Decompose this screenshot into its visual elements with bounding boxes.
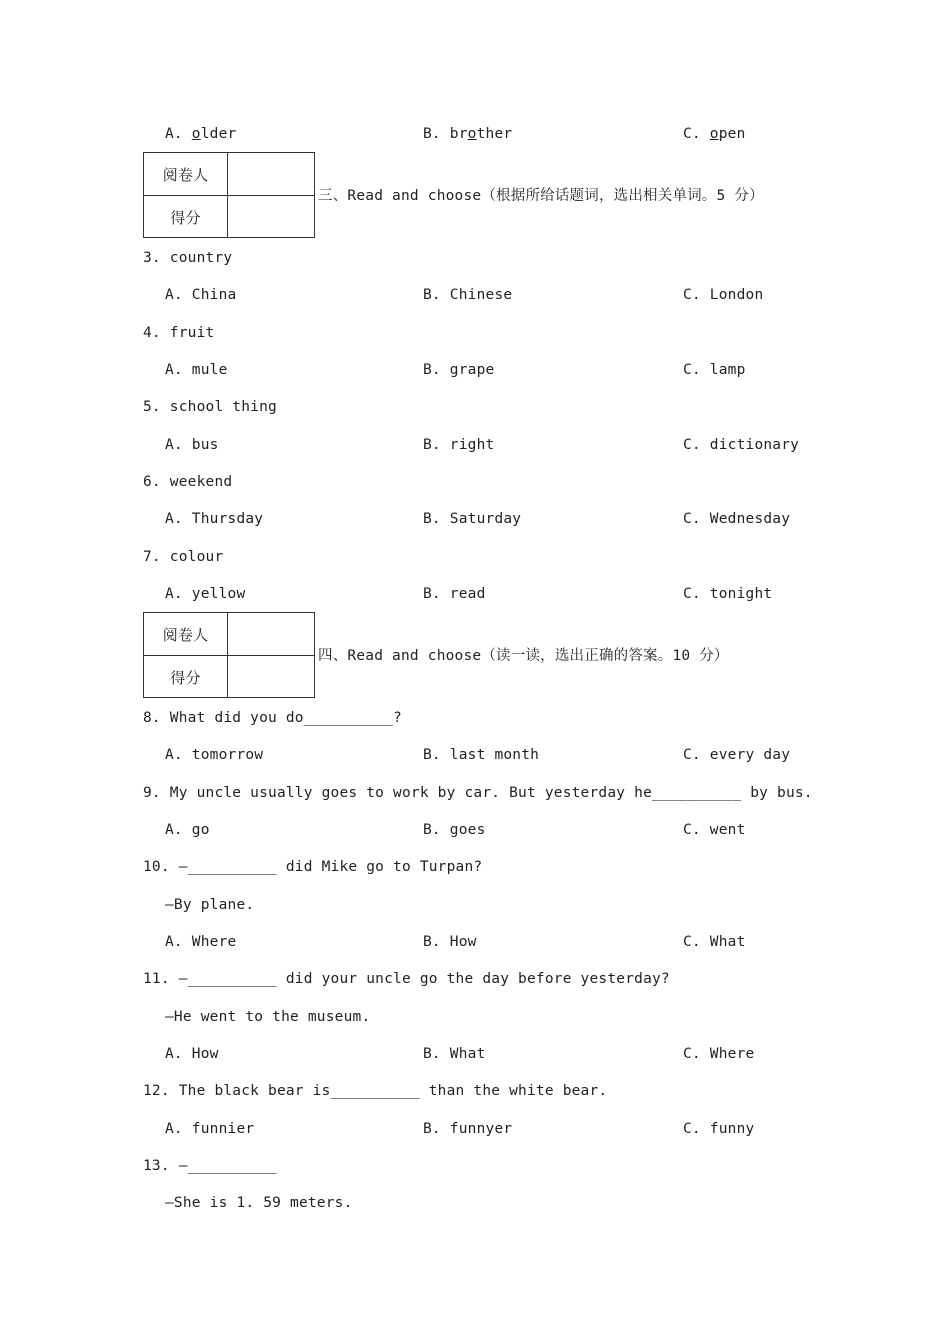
question-stem: 9. My uncle usually goes to work by car. But yesterday he__________ by bus.: [143, 785, 813, 801]
score-field: [228, 196, 314, 238]
q2-option-b: B. brother: [423, 126, 513, 142]
option-a: A. China: [165, 287, 237, 303]
question-stem: 13. —__________: [143, 1158, 277, 1174]
question-stem: 8. What did you do__________?: [143, 710, 402, 726]
reviewer-label: 阅卷人: [144, 613, 228, 656]
score-label: 得分: [144, 196, 228, 238]
question-stem: 11. —__________ did your uncle go the day before yesterday?: [143, 971, 670, 987]
option-c: C. went: [683, 822, 746, 838]
q2-option-c: C. open: [683, 126, 746, 142]
option-a: A. yellow: [165, 586, 246, 602]
option-a: A. funnier: [165, 1121, 255, 1137]
question-stem: 6. weekend: [143, 474, 233, 490]
option-b: B. Chinese: [423, 287, 513, 303]
option-c: C. dictionary: [683, 437, 800, 453]
option-b: B. read: [423, 586, 486, 602]
option-c: C. tonight: [683, 586, 773, 602]
option-c: C. every day: [683, 747, 791, 763]
q2-option-a: A. older: [165, 126, 237, 142]
reviewer-field: [228, 613, 314, 656]
question-reply: —By plane.: [165, 897, 255, 913]
option-a: A. mule: [165, 362, 228, 378]
option-c: C. funny: [683, 1121, 755, 1137]
option-b: B. funnyer: [423, 1121, 513, 1137]
option-b: B. What: [423, 1046, 486, 1062]
section3-title: 三、Read and choose（根据所给话题词，选出相关单词。5 分）: [318, 188, 764, 204]
option-b: B. How: [423, 934, 477, 950]
option-c: C. lamp: [683, 362, 746, 378]
score-table-section4: [143, 612, 315, 698]
question-stem: 4. fruit: [143, 325, 215, 341]
question-stem: 12. The black bear is__________ than the white bear.: [143, 1083, 608, 1099]
question-reply: —She is 1. 59 meters.: [165, 1195, 353, 1211]
section4-title: 四、Read and choose（读一读，选出正确的答案。10 分）: [318, 648, 729, 664]
option-a: A. tomorrow: [165, 747, 264, 763]
score-label: 得分: [144, 656, 228, 698]
question-reply: —He went to the museum.: [165, 1009, 371, 1025]
reviewer-field: [228, 153, 314, 196]
option-b: B. goes: [423, 822, 486, 838]
option-a: A. go: [165, 822, 210, 838]
reviewer-label: 阅卷人: [144, 153, 228, 196]
option-b: B. Saturday: [423, 511, 522, 527]
option-b: B. last month: [423, 747, 540, 763]
option-a: A. Thursday: [165, 511, 264, 527]
question-stem: 10. —__________ did Mike go to Turpan?: [143, 859, 483, 875]
option-c: C. Wednesday: [683, 511, 791, 527]
score-field: [228, 656, 314, 698]
option-b: B. grape: [423, 362, 495, 378]
option-c: C. Where: [683, 1046, 755, 1062]
question-stem: 3. country: [143, 250, 233, 266]
option-a: A. bus: [165, 437, 219, 453]
question-stem: 5. school thing: [143, 399, 277, 415]
option-a: A. Where: [165, 934, 237, 950]
option-a: A. How: [165, 1046, 219, 1062]
option-b: B. right: [423, 437, 495, 453]
score-table-section3: [143, 152, 315, 238]
option-c: C. What: [683, 934, 746, 950]
option-c: C. London: [683, 287, 764, 303]
question-stem: 7. colour: [143, 549, 224, 565]
